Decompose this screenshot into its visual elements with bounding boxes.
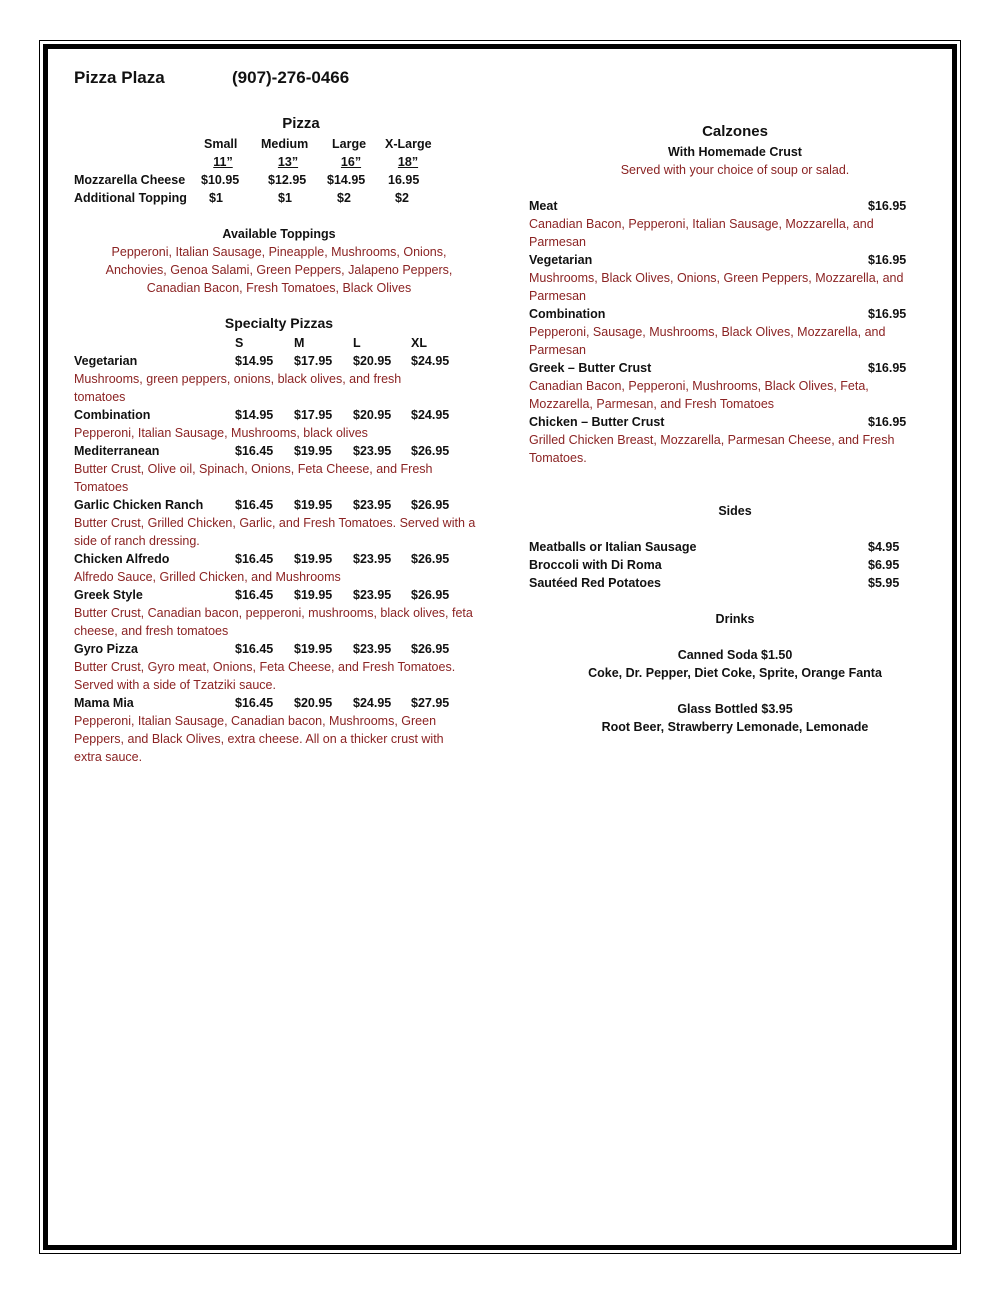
glass-bottled-list: Root Beer, Strawberry Lemonade, Lemonade xyxy=(601,720,869,734)
item-price: $23.95 xyxy=(353,642,392,656)
item-name: Chicken – Butter Crust xyxy=(529,415,665,429)
item-price: $16.45 xyxy=(235,642,274,656)
specialty-size-l: L xyxy=(353,336,361,350)
item-price: $16.95 xyxy=(868,253,907,267)
item-price: $26.95 xyxy=(411,642,450,656)
side-price: $5.95 xyxy=(868,576,900,590)
item-price: $26.95 xyxy=(411,552,450,566)
item-description: Mushrooms, green peppers, onions, black olives, and fresh tomatoes xyxy=(74,372,402,404)
item-name: Meat xyxy=(529,199,558,213)
drinks-heading: Drinks xyxy=(715,612,755,626)
item-description: Grilled Chicken Breast, Mozzarella, Parmesan Cheese, and Fresh Tomatoes. xyxy=(529,433,895,465)
toppings-line: Canadian Bacon, Fresh Tomatoes, Black Olives xyxy=(146,281,412,295)
side-price: $6.95 xyxy=(868,558,900,572)
size-small: Small xyxy=(204,137,238,151)
calzones-note: Served with your choice of soup or salad. xyxy=(620,163,850,177)
size-large: Large xyxy=(332,137,367,151)
pizza-price: $10.95 xyxy=(201,173,240,187)
item-description: Pepperoni, Italian Sausage, Mushrooms, black olives xyxy=(74,426,368,440)
toppings-line: Pepperoni, Italian Sausage, Pineapple, Mushrooms, Onions, xyxy=(111,245,447,259)
size-medium: Medium xyxy=(261,137,309,151)
restaurant-phone: (907)-276-0466 xyxy=(232,68,350,87)
specialty-size-s: S xyxy=(235,336,244,350)
item-price: $16.45 xyxy=(235,588,274,602)
item-price: $16.45 xyxy=(235,498,274,512)
pizza-row-label: Mozzarella Cheese xyxy=(74,173,186,187)
specialty-size-m: M xyxy=(294,336,305,350)
pizza-row-label: Additional Topping xyxy=(74,191,187,205)
item-price: $19.95 xyxy=(294,552,333,566)
item-price: $23.95 xyxy=(353,498,392,512)
restaurant-name: Pizza Plaza xyxy=(74,68,165,87)
item-name: Vegetarian xyxy=(529,253,593,267)
size-xlarge: X-Large xyxy=(385,137,432,151)
sides-heading: Sides xyxy=(718,504,752,518)
item-name: Greek – Butter Crust xyxy=(529,361,652,375)
item-description: Mushrooms, Black Olives, Onions, Green Peppers, Mozzarella, and Parmesan xyxy=(529,271,904,303)
item-description: Canadian Bacon, Pepperoni, Italian Sausage, Mozzarella, and Parmesan xyxy=(529,217,874,249)
calzones-subheading: With Homemade Crust xyxy=(668,145,802,159)
inch-xlarge: 18” xyxy=(397,155,419,169)
specialty-size-xl: XL xyxy=(411,336,427,350)
item-price: $19.95 xyxy=(294,498,333,512)
item-price: $17.95 xyxy=(294,408,333,422)
side-item xyxy=(529,574,929,592)
pizza-price: 16.95 xyxy=(388,173,420,187)
item-price: $16.95 xyxy=(868,361,907,375)
item-description: Butter Crust, Grilled Chicken, Garlic, and Fresh Tomatoes. Served with a side of ranch dressing. xyxy=(74,516,476,548)
inch-medium: 13” xyxy=(277,155,299,169)
item-price: $23.95 xyxy=(353,588,392,602)
side-name: Broccoli with Di Roma xyxy=(529,558,662,572)
glass-bottled-title: Glass Bottled $3.95 xyxy=(677,702,793,716)
specialty-heading: Specialty Pizzas xyxy=(224,315,334,331)
item-price: $17.95 xyxy=(294,354,333,368)
pizza-price: $2 xyxy=(337,191,351,205)
inch-small: 11” xyxy=(213,155,233,169)
item-price: $19.95 xyxy=(294,588,333,602)
inch-large: 16” xyxy=(340,155,362,169)
item-price: $16.95 xyxy=(868,199,907,213)
pizza-price: $12.95 xyxy=(268,173,307,187)
pizza-heading: Pizza xyxy=(282,115,320,132)
item-price: $16.45 xyxy=(235,552,274,566)
canned-soda-title: Canned Soda $1.50 xyxy=(677,648,793,662)
pizza-price: $1 xyxy=(209,191,223,205)
item-price: $14.95 xyxy=(235,354,274,368)
item-name: Garlic Chicken Ranch xyxy=(74,498,204,512)
side-name: Sautéed Red Potatoes xyxy=(529,576,661,590)
item-price: $23.95 xyxy=(353,552,392,566)
item-price: $20.95 xyxy=(353,354,392,368)
item-price: $16.95 xyxy=(868,307,907,321)
item-name: Vegetarian xyxy=(74,354,138,368)
item-name: Combination xyxy=(529,307,606,321)
item-price: $19.95 xyxy=(294,642,333,656)
item-price: $24.95 xyxy=(353,696,392,710)
item-description: Pepperoni, Italian Sausage, Canadian bacon, Mushrooms, Green Peppers, and Black Olives, extra cheese. All on a thicker crust with extra sauce. xyxy=(74,714,444,764)
item-description: Pepperoni, Sausage, Mushrooms, Black Olives, Mozzarella, and Parmesan xyxy=(529,325,886,357)
pizza-price-row xyxy=(0,189,1000,207)
item-price: $16.95 xyxy=(868,415,907,429)
item-price: $16.45 xyxy=(235,696,274,710)
item-description: Canadian Bacon, Pepperoni, Mushrooms, Black Olives, Feta, Mozzarella, Parmesan, and Fresh Tomatoes xyxy=(529,379,869,411)
item-price: $26.95 xyxy=(411,498,450,512)
pizza-price: $14.95 xyxy=(327,173,366,187)
toppings-heading: Available Toppings xyxy=(222,227,336,241)
calzones-heading: Calzones xyxy=(702,123,768,140)
item-name: Gyro Pizza xyxy=(74,642,138,656)
canned-soda-list: Coke, Dr. Pepper, Diet Coke, Sprite, Orange Fanta xyxy=(588,666,882,680)
item-price: $16.45 xyxy=(235,444,274,458)
side-item xyxy=(529,538,929,556)
item-price: $20.95 xyxy=(353,408,392,422)
item-price: $23.95 xyxy=(353,444,392,458)
item-description: Butter Crust, Canadian bacon, pepperoni, mushrooms, black olives, feta cheese, and fresh tomatoes xyxy=(74,606,473,638)
item-price: $26.95 xyxy=(411,588,450,602)
pizza-price: $1 xyxy=(278,191,292,205)
item-name: Chicken Alfredo xyxy=(74,552,170,566)
side-item xyxy=(529,556,929,574)
item-name: Combination xyxy=(74,408,151,422)
item-description: Alfredo Sauce, Grilled Chicken, and Mushrooms xyxy=(74,570,341,584)
item-price: $24.95 xyxy=(411,408,450,422)
side-name: Meatballs or Italian Sausage xyxy=(529,540,697,554)
item-price: $20.95 xyxy=(294,696,333,710)
item-name: Mediterranean xyxy=(74,444,160,458)
item-name: Mama Mia xyxy=(74,696,134,710)
item-price: $19.95 xyxy=(294,444,333,458)
item-name: Greek Style xyxy=(74,588,143,602)
side-price: $4.95 xyxy=(868,540,900,554)
item-description: Butter Crust, Gyro meat, Onions, Feta Cheese, and Fresh Tomatoes. Served with a side of Tzatziki sauce. xyxy=(74,660,456,692)
item-price: $24.95 xyxy=(411,354,450,368)
item-description: Butter Crust, Olive oil, Spinach, Onions, Feta Cheese, and Fresh Tomatoes xyxy=(74,462,433,494)
item-price: $27.95 xyxy=(411,696,450,710)
pizza-price: $2 xyxy=(395,191,409,205)
toppings-line: Anchovies, Genoa Salami, Green Peppers, Jalapeno Peppers, xyxy=(105,263,453,277)
item-price: $26.95 xyxy=(411,444,450,458)
item-price: $14.95 xyxy=(235,408,274,422)
